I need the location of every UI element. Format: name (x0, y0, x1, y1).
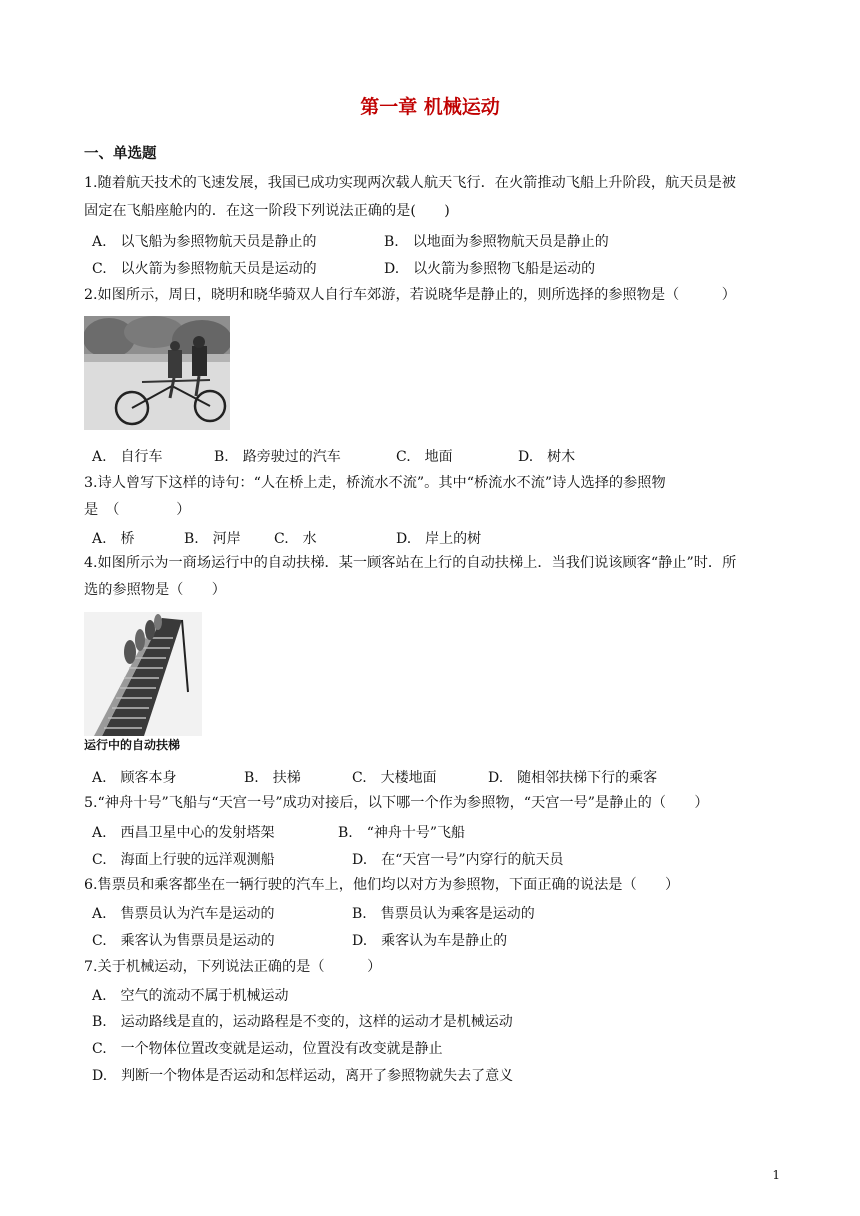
q6-option-c: C. 乘客认为售票员是运动的 (92, 933, 275, 949)
q4-option-a: A. 顾客本身 (92, 770, 177, 786)
escalator-image (84, 612, 202, 754)
q7-option-a: A. 空气的流动不属于机械运动 (92, 988, 289, 1004)
q4-option-d: D. 随相邻扶梯下行的乘客 (488, 770, 658, 786)
q1-stem-line1: 1.随着航天技术的飞速发展，我国已成功实现两次载人航天飞行．在火箭推动飞船上升阶段，航天员是被 (84, 175, 736, 191)
q5-option-b: B. “神舟十号”飞船 (338, 825, 466, 841)
q3-stem-line2: 是 （ ） (84, 502, 191, 518)
q4-stem-line2: 选的参照物是（ ） (84, 582, 226, 598)
q2-option-c: C. 地面 (396, 449, 453, 465)
q5-option-d: D. 在“天宫一号”内穿行的航天员 (352, 852, 564, 868)
q7-option-c: C. 一个物体位置改变就是运动，位置没有改变就是静止 (92, 1041, 443, 1057)
q7-option-b: B. 运动路线是直的，运动路程是不变的，这样的运动才是机械运动 (92, 1014, 513, 1030)
q6-option-b: B. 售票员认为乘客是运动的 (352, 906, 535, 922)
page-number: 1 (772, 1168, 780, 1182)
q7-option-d: D. 判断一个物体是否运动和怎样运动，离开了参照物就失去了意义 (92, 1068, 514, 1084)
q3-stem-line1: 3.诗人曾写下这样的诗句：“人在桥上走，桥流水不流”。其中“桥流水不流”诗人选择的参照物 (84, 475, 666, 491)
section-heading: 一、单选题 (84, 146, 157, 162)
escalator-caption: 运行中的自动扶梯 (84, 738, 181, 752)
q4-option-b: B. 扶梯 (244, 770, 301, 786)
q1-option-c: C. 以火箭为参照物航天员是运动的 (92, 261, 317, 277)
q2-option-b: B. 路旁驶过的汽车 (214, 449, 341, 465)
q6-option-d: D. 乘客认为车是静止的 (352, 933, 508, 949)
q1-option-b: B. 以地面为参照物航天员是静止的 (384, 234, 609, 250)
q5-stem-line1: 5.“神舟十号”飞船与“天宫一号”成功对接后，以下哪一个作为参照物，“天宫一号”是静止的（ ） (84, 795, 709, 811)
q4-option-c: C. 大楼地面 (352, 770, 437, 786)
page-title: 第一章 机械运动 (360, 96, 500, 118)
q1-option-d: D. 以火箭为参照物飞船是运动的 (384, 261, 596, 277)
q7-stem-line1: 7.关于机械运动，下列说法正确的是（ ） (84, 959, 382, 975)
q1-option-a: A. 以飞船为参照物航天员是静止的 (92, 234, 317, 250)
q3-option-a: A. 桥 (92, 531, 135, 547)
q2-option-d: D. 树木 (518, 449, 576, 465)
q3-option-d: D. 岸上的树 (396, 531, 482, 547)
tandem-bicycle-image (84, 316, 230, 430)
q6-option-a: A. 售票员认为汽车是运动的 (92, 906, 275, 922)
q4-stem-line1: 4.如图所示为一商场运行中的自动扶梯．某一顾客站在上行的自动扶梯上．当我们说该顾客“静止”时．所 (84, 555, 737, 571)
q3-option-b: B. 河岸 (184, 531, 241, 547)
q3-option-c: C. 水 (274, 531, 317, 547)
q5-option-c: C. 海面上行驶的远洋观测船 (92, 852, 275, 868)
q5-option-a: A. 西昌卫星中心的发射塔架 (92, 825, 275, 841)
q2-option-a: A. 自行车 (92, 449, 163, 465)
q1-stem-line2: 固定在飞船座舱内的．在这一阶段下列说法正确的是( ) (84, 203, 450, 219)
q2-stem-line1: 2.如图所示，周日，晓明和晓华骑双人自行车郊游，若说晓华是静止的，则所选择的参照物是（ ） (84, 287, 736, 303)
q6-stem-line1: 6.售票员和乘客都坐在一辆行驶的汽车上，他们均以对方为参照物，下面正确的说法是（ ） (84, 877, 680, 893)
